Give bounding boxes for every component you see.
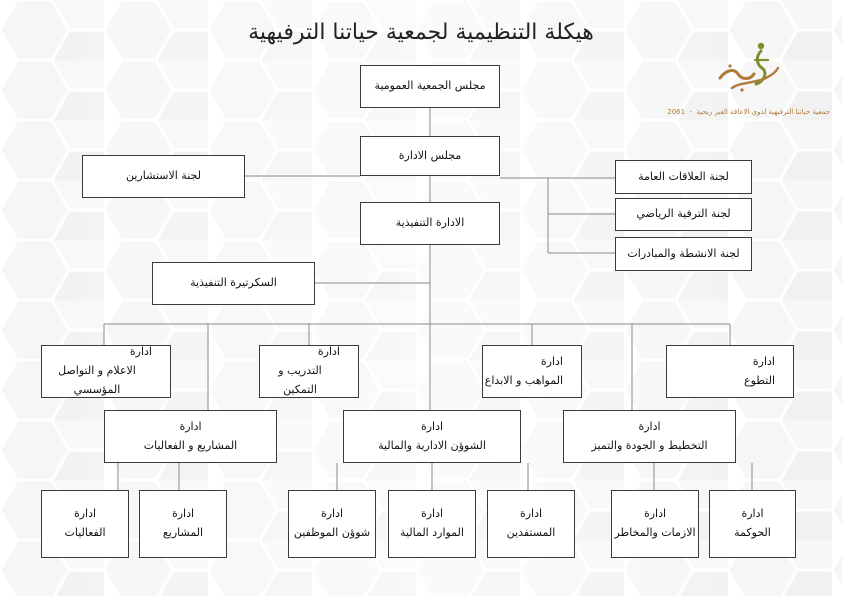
- node-label: لجنة الانشطة والمبادرات: [627, 246, 740, 260]
- dept-name: التخطيط و الجودة والتميز: [591, 438, 708, 452]
- dept-name: الاعلام و التواصل المؤسسي: [58, 364, 136, 396]
- dept-talents: [482, 345, 582, 398]
- dept-name: الازمات والمخاطر: [614, 526, 696, 539]
- node-executive: [360, 202, 500, 245]
- logo-subtitle: جمعية حياتنا الترفيهية لذوي الاعاقة الغير ربحية - 2061: [667, 108, 830, 116]
- dept-finance: [388, 490, 476, 558]
- dept-name: المشاريع: [162, 526, 204, 539]
- chart-title: هيكلة التنظيمية لجمعية حياتنا الترفيهية: [248, 20, 594, 45]
- dept-name: التدريب و التمكين: [278, 364, 322, 396]
- node-label: مجلس الادارة: [398, 148, 462, 162]
- dept-word: ادارة: [540, 354, 563, 368]
- dept-word: ادارة: [643, 507, 667, 521]
- dept-word: ادارة: [420, 419, 444, 433]
- node-advisors: [82, 155, 245, 198]
- node-sports-committee: [615, 198, 752, 231]
- logo-subtitle-text: جمعية حياتنا الترفيهية لذوي الاعاقة الغير ربحية: [696, 108, 830, 116]
- node-general-assembly: [360, 65, 500, 108]
- dept-name: المستفدين: [506, 526, 556, 539]
- node-secretariat: [152, 262, 315, 305]
- dept-name: شوؤن الموظفين: [293, 526, 371, 539]
- dept-planning: [563, 410, 736, 463]
- node-activities-committee: [615, 237, 752, 271]
- association-logo: [712, 34, 784, 98]
- dept-word: ادارة: [171, 507, 195, 521]
- dept-projects-events: [104, 410, 277, 463]
- node-label: لجنة الترفية الرياضي: [636, 207, 731, 221]
- dept-name: الموارد المالية: [400, 526, 464, 539]
- dept-governance: [709, 490, 796, 558]
- dept-word: ادارة: [638, 419, 661, 433]
- logo-reg-number: 2061: [667, 108, 686, 116]
- dept-name: التطوع: [744, 373, 775, 387]
- dept-word: ادارة: [519, 507, 543, 521]
- dept-word: ادارة: [179, 419, 202, 433]
- dept-word: ادارة: [129, 345, 152, 359]
- dept-name: الشوؤن الادارية والمالية: [378, 438, 486, 452]
- dept-beneficiaries: [487, 490, 575, 558]
- node-board: [360, 136, 500, 176]
- node-label: مجلس الجمعية العمومية: [374, 79, 486, 93]
- dept-word: ادارة: [752, 354, 775, 368]
- node-label: السكرتيرة التنفيذية: [190, 276, 277, 290]
- node-label: لجنة الاستشارين: [126, 169, 201, 183]
- dept-name: الحوكمة: [734, 526, 771, 539]
- dept-volunteering: [666, 345, 794, 398]
- dept-events: [41, 490, 129, 558]
- dept-media: [41, 345, 171, 398]
- node-label: الادارة التنفيذية: [395, 216, 465, 230]
- dept-projects: [139, 490, 227, 558]
- dept-crisis: [611, 490, 699, 558]
- dept-staff: [288, 490, 376, 558]
- dept-name: المشاريع و الفعاليات: [143, 438, 238, 452]
- dept-word: ادارة: [73, 507, 97, 521]
- dept-word: ادارة: [317, 345, 340, 359]
- dept-word: ادارة: [320, 507, 344, 521]
- dept-name: الفعاليات: [64, 526, 106, 539]
- dept-word: ادارة: [741, 507, 764, 521]
- node-public-relations: [615, 160, 752, 194]
- dept-admin-finance: [343, 410, 521, 463]
- dept-training: [259, 345, 359, 398]
- dept-name: المواهب و الابداع: [484, 373, 563, 387]
- node-label: لجنة العلاقات العامة: [638, 169, 729, 183]
- dept-word: ادارة: [420, 507, 444, 521]
